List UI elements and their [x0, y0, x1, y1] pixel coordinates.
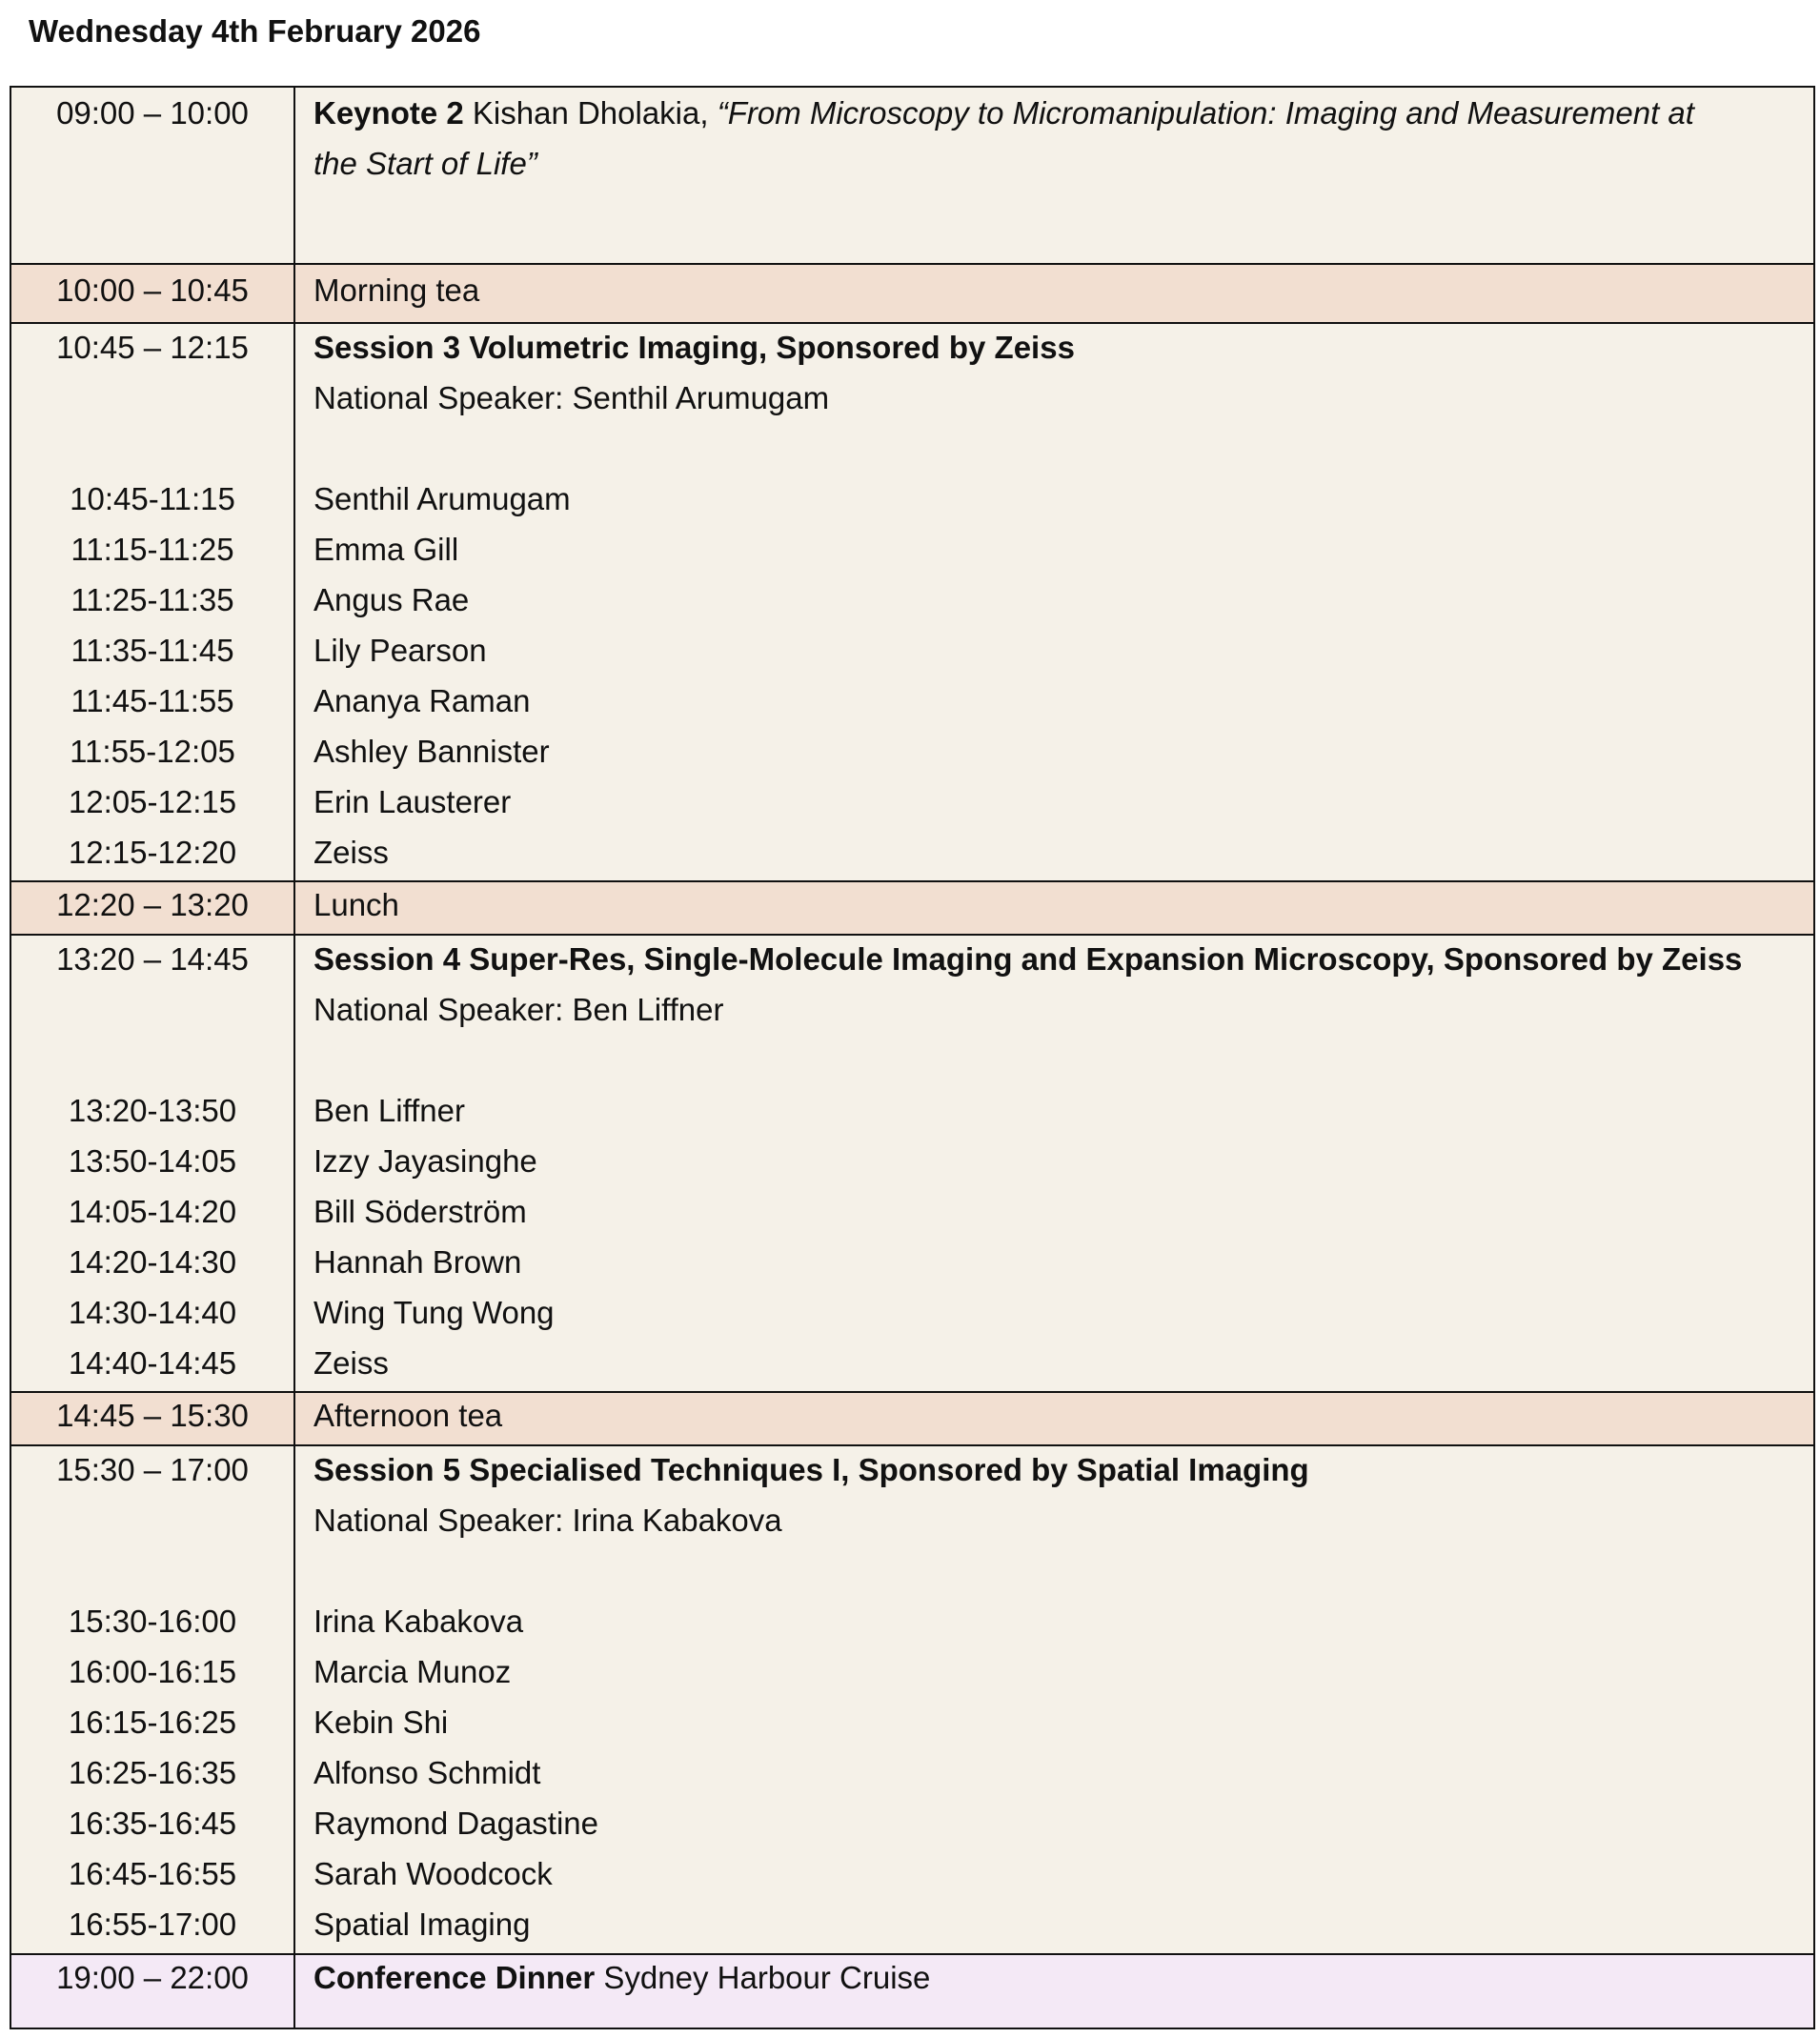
talk-time: 16:25-16:35: [68, 1755, 237, 1790]
session-5-row: [11, 1444, 1813, 1953]
talk-time: 13:50-14:05: [68, 1143, 237, 1179]
keynote-speaker: Kishan Dholakia,: [472, 95, 709, 131]
session-5-title: Session 5 Specialised Techniques I, Sponsored by Spatial Imaging: [313, 1452, 1309, 1487]
talk-speaker: Ben Liffner: [313, 1093, 466, 1128]
keynote-title-line-1: “From Microscopy to Micromanipulation: Imaging and Measurement at: [717, 95, 1694, 131]
lunch-row: [11, 880, 1813, 934]
talk-speaker: Erin Lausterer: [313, 784, 512, 819]
session-4-national-speaker: National Speaker: Ben Liffner: [313, 992, 724, 1027]
column-divider: [293, 1955, 295, 2028]
session-5-national-speaker: National Speaker: Irina Kabakova: [313, 1503, 782, 1538]
talk-speaker: Wing Tung Wong: [313, 1295, 555, 1330]
talk-time: 11:35-11:45: [71, 633, 234, 668]
talk-speaker: Kebin Shi: [313, 1705, 449, 1740]
talk-speaker: Marcia Munoz: [313, 1654, 512, 1689]
dinner-time: 19:00 – 22:00: [56, 1960, 249, 1995]
session-3-row: [11, 322, 1813, 880]
talk-speaker: Ashley Bannister: [313, 734, 550, 769]
morning-tea-time: 10:00 – 10:45: [56, 272, 249, 308]
column-divider: [293, 324, 295, 880]
dinner-line: [313, 1960, 930, 1996]
column-divider: [293, 88, 295, 263]
talk-time: 14:30-14:40: [68, 1295, 237, 1330]
dinner-row: [11, 1953, 1813, 2028]
keynote-label: Keynote 2: [313, 95, 464, 131]
talk-time: 11:45-11:55: [71, 683, 234, 718]
session-4-row: [11, 934, 1813, 1391]
talk-time: 14:20-14:30: [68, 1244, 237, 1280]
column-divider: [293, 882, 295, 934]
column-divider: [293, 1393, 295, 1444]
talk-speaker: Angus Rae: [313, 582, 470, 617]
column-divider: [293, 936, 295, 1391]
session-3-title: Session 3 Volumetric Imaging, Sponsored by Zeiss: [313, 330, 1075, 365]
afternoon-tea-row: [11, 1391, 1813, 1444]
talk-time: 15:30-16:00: [68, 1604, 237, 1639]
keynote-line-1: [313, 95, 1694, 131]
afternoon-tea-time: 14:45 – 15:30: [56, 1398, 249, 1433]
dinner-label: Conference Dinner: [313, 1960, 596, 1995]
lunch-label: Lunch: [313, 887, 399, 922]
talk-speaker: Ananya Raman: [313, 683, 531, 718]
talk-time: 14:05-14:20: [68, 1194, 237, 1229]
talk-time: 11:15-11:25: [71, 532, 234, 567]
lunch-time: 12:20 – 13:20: [56, 887, 249, 922]
talk-speaker: Izzy Jayasinghe: [313, 1143, 537, 1179]
talk-time: 10:45-11:15: [70, 481, 235, 516]
talk-time: 11:25-11:35: [71, 582, 234, 617]
keynote-row: [11, 88, 1813, 263]
talk-speaker: Sarah Woodcock: [313, 1856, 553, 1891]
schedule-table: [10, 86, 1815, 2029]
keynote-title-line-2: the Start of Life”: [313, 146, 537, 181]
talk-speaker: Alfonso Schmidt: [313, 1755, 541, 1790]
afternoon-tea-label: Afternoon tea: [313, 1398, 503, 1433]
session-4-title: Session 4 Super-Res, Single-Molecule Imaging and Expansion Microscopy, Sponsored by Zeiss: [313, 941, 1743, 977]
talk-time: 14:40-14:45: [68, 1345, 237, 1381]
talk-speaker: Lily Pearson: [313, 633, 487, 668]
talk-time: 11:55-12:05: [70, 734, 235, 769]
talk-speaker: Bill Söderström: [313, 1194, 527, 1229]
session-4-time: 13:20 – 14:45: [56, 941, 249, 977]
dinner-detail: Sydney Harbour Cruise: [603, 1960, 931, 1995]
talk-time: 12:05-12:15: [68, 784, 237, 819]
talk-time: 16:35-16:45: [68, 1806, 237, 1841]
talk-time: 16:55-17:00: [68, 1907, 237, 1942]
page-title: Wednesday 4th February 2026: [29, 13, 481, 49]
talk-speaker: Irina Kabakova: [313, 1604, 524, 1639]
talk-speaker: Spatial Imaging: [313, 1907, 531, 1942]
session-3-time: 10:45 – 12:15: [56, 330, 249, 365]
talk-time: 16:45-16:55: [68, 1856, 237, 1891]
talk-speaker: Emma Gill: [313, 532, 459, 567]
morning-tea-label: Morning tea: [313, 272, 480, 308]
keynote-time: 09:00 – 10:00: [56, 95, 249, 131]
talk-speaker: Zeiss: [313, 1345, 389, 1381]
talk-time: 13:20-13:50: [68, 1093, 237, 1128]
talk-time: 16:15-16:25: [68, 1705, 237, 1740]
talk-speaker: Zeiss: [313, 835, 389, 870]
talk-time: 16:00-16:15: [68, 1654, 237, 1689]
talk-time: 12:15-12:20: [68, 835, 237, 870]
column-divider: [293, 265, 295, 322]
talk-speaker: Raymond Dagastine: [313, 1806, 598, 1841]
talk-speaker: Hannah Brown: [313, 1244, 522, 1280]
talk-speaker: Senthil Arumugam: [313, 481, 571, 516]
column-divider: [293, 1446, 295, 1953]
session-3-national-speaker: National Speaker: Senthil Arumugam: [313, 380, 830, 415]
morning-tea-row: [11, 263, 1813, 322]
session-5-time: 15:30 – 17:00: [56, 1452, 249, 1487]
